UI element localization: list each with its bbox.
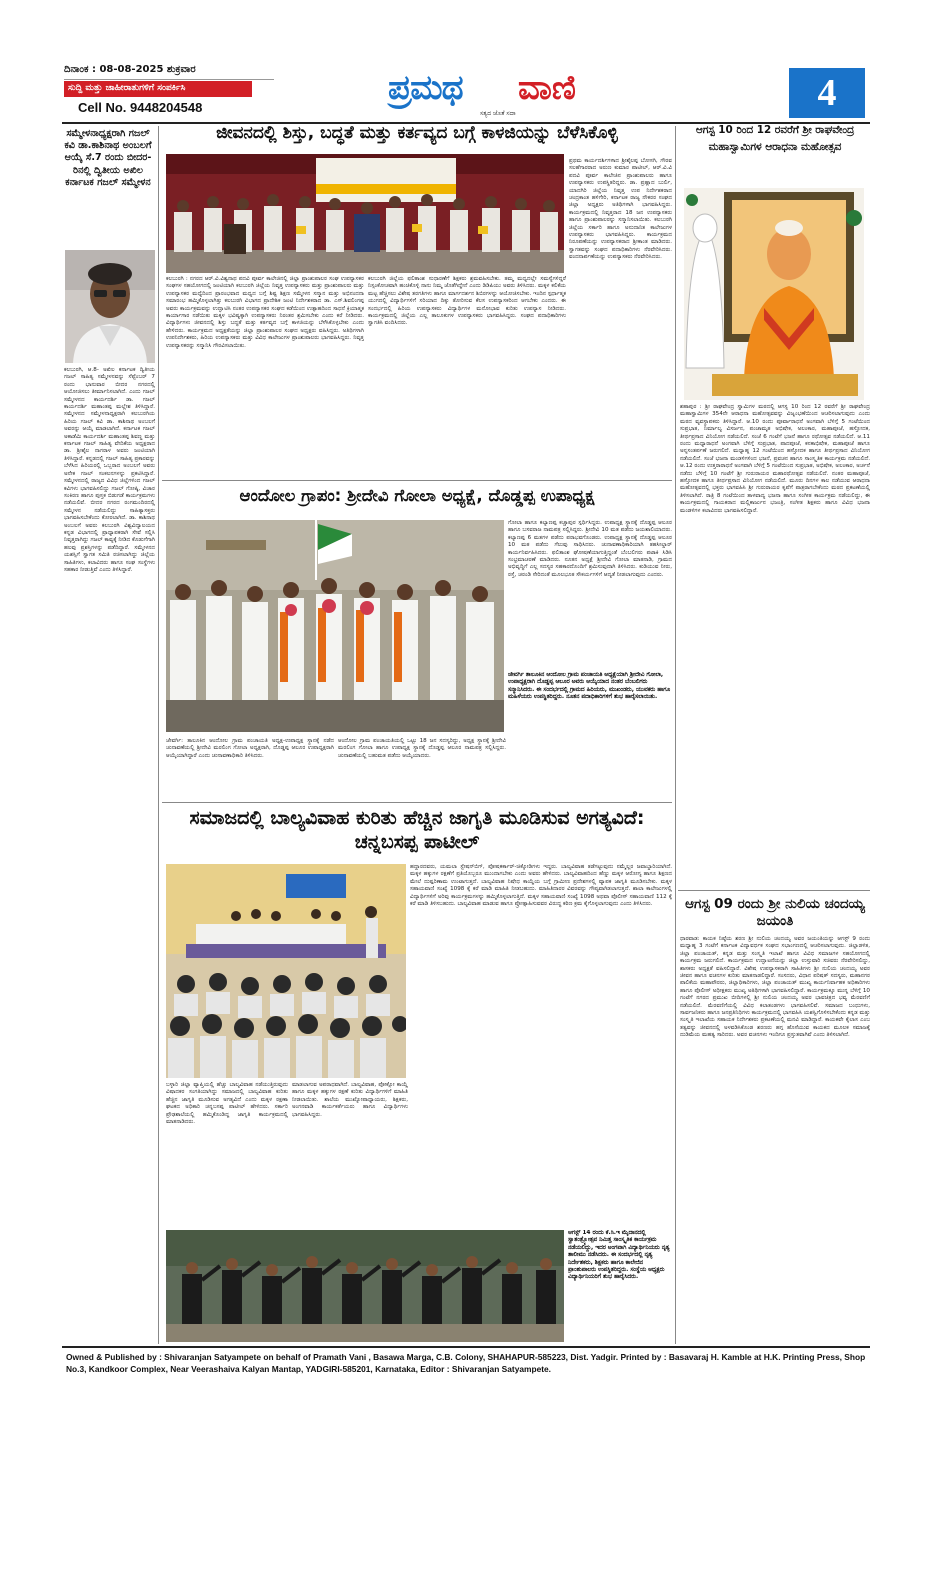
top-story-headline: ಜೀವನದಲ್ಲಿ ಶಿಸ್ತು, ಬದ್ಧತೆ ಮತ್ತು ಕರ್ತವ್ಯದ ಬಗ್ಗೆ ಕಾಳಜಿಯನ್ನು ಬೆಳೆಸಿಕೊಳ್ಳಿ <box>216 123 618 143</box>
child-marriage-photo <box>166 864 406 1078</box>
raghavendra-swamy-image <box>684 188 864 400</box>
top-story-photo <box>166 154 564 273</box>
masthead <box>62 62 870 122</box>
top-story-body-right: ಪ್ರಥಮ ಕಾರ್ಯದರ್ಶಿಗಳಾದ ಶ್ರೀಶೈಲಪ್ಪ ಬೋಸಗಿ, ಗೌರವ ಸಲಹೆಗಾರರಾದ ಅರುಣ ಕುಮಾರ ಪಾಟೀಲ್, ಆರ್.ವಿ.ವಿ ಪದವಿ ಪೂರ್ವ ಕಾಲೇಜಿನ ಪ್ರಾಂಶುಪಾಲರು ಹಾಗೂ ಉಪನ್ಯಾಸಕರು ಉಪಸ್ಥಿತರಿದ್ದರು. ಡಾ. ಪ್ರಹ್ಲಾದ ಬುರ್ಲಿ, ಯಾದಗಿರಿ ಜಿಲ್ಲೆಯ ನಿವೃತ್ತ ಉಪ ನಿರ್ದೇಶಕರಾದ ಚಂದ್ರಕಾಂತ ಹಳಿಗೇರಿ, ಕರ್ನಾಟಕ ರಾಜ್ಯ ನೌಕರರ ಸಂಘದ ಜಿಲ್ಲಾ ಅಧ್ಯಕ್ಷರು ಅತಿಥಿಗಳಾಗಿ ಭಾಗವಹಿಸಿದ್ದರು. ಕಾರ್ಯಕ್ರಮದಲ್ಲಿ ನಿವೃತ್ತರಾದ 18 ಜನ ಉಪನ್ಯಾಸಕರು ಹಾಗೂ ಪ್ರಾಂಶುಪಾಲರನ್ನು ಸನ್ಮಾನಿಸಲಾಯಿತು. ಕಲಬುರಗಿ ಜಿಲ್ಲೆಯ ಸರ್ಕಾರಿ ಹಾಗೂ ಅನುದಾನಿತ ಕಾಲೇಜುಗಳ ಉಪನ್ಯಾಸಕರು ಭಾಗವಹಿಸಿದ್ದರು. ಕಾರ್ಯಕ್ರಮದ ನಿರೂಪಣೆಯನ್ನು ಉಪನ್ಯಾಸಕರಾದ ಶ್ರೀಕಾಂತ ಮಾಡಿದರು. ಸ್ವಾಗತವನ್ನು ಸಂಘದ ಪದಾಧಿಕಾರಿಗಳು ನೆರವೇರಿಸಿದರು. ವಂದನಾರ್ಪಣೆಯನ್ನು ಉಪನ್ಯಾಸಕರು ನೆರವೇರಿಸಿದರು. <box>569 158 672 261</box>
logo-part-2: ವಾಣಿ <box>518 68 576 108</box>
child-marriage-lower-left: ಬಳ್ಳಾರಿ ಜಿಲ್ಲಾ ವ್ಯಾಪ್ತಿಯಲ್ಲಿ ಹೆಚ್ಚು ಬಾಲ್ಯವಿವಾಹ ನಡೆಯುತ್ತಿರುವುದು ವಿಷಾದಕರ ಸಂಗತಿಯಾಗಿದ್ದು ಸಮಾಜದಲ್ಲಿ ಬಾಲ್ಯವಿವಾಹ ಕುರಿತು ಹೆಚ್ಚಿನ ಜಾಗೃತಿ ಮೂಡಿಸುವ ಅಗತ್ಯವಿದೆ ಎಂದು ಮಕ್ಕಳ ರಕ್ಷಣಾ ಘಟಕದ ಅಧಿಕಾರಿ ಚನ್ನಬಸಪ್ಪ ಪಾಟೀಲ್ ಹೇಳಿದರು. ಸರ್ಕಾರಿ ಪ್ರೌಢಶಾಲೆಯಲ್ಲಿ ಹಮ್ಮಿಕೊಂಡಿದ್ದ ಜಾಗೃತಿ ಕಾರ್ಯಕ್ರಮದಲ್ಲಿ ಮಾತನಾಡಿದರು. <box>166 1082 288 1126</box>
child-marriage-rule <box>162 802 672 803</box>
logo-part-1: ಪ್ರಮಥ <box>388 68 463 108</box>
top-story-body-mid: ಕಲಬುರಗಿ ಜಿಲ್ಲೆಯ ಫಲಿತಾಂಶ ಸುಧಾರಣೆಗೆ ಶಿಕ್ಷಕರು ಶ್ರಮವಹಿಸಬೇಕು. ತಮ್ಮ ಮಧ್ಯದಲ್ಲೇ ಸಮಸ್ಯೆಗಳಿದ್ದರೆ ನಿಸ್ಸಂಕೋಚವಾಗಿ ಹಂಚಿಕೊಳ್ಳಿ ನಾನು ನಿಮ್ಮ ಜೊತೆಗಿದ್ದೇನೆ ಎಂದು ಡಿಡಿಪಿಯು ಅವರು ತಿಳಿಸಿದರು. ಮಕ್ಕಳ ಕಲಿಕೆಯ ಮಟ್ಟ ಹೆಚ್ಚಿಸಲು ವಿಶೇಷ ತರಗತಿಗಳು ಹಾಗೂ ಮಾರ್ಗದರ್ಶನ ಶಿಬಿರಗಳನ್ನು ಆಯೋಜಿಸಬೇಕು. ಇಂದಿನ ಸ್ಪರ್ಧಾತ್ಮಕ ಯುಗದಲ್ಲಿ ವಿದ್ಯಾರ್ಥಿಗಳಿಗೆ ಸರಿಯಾದ ದಿಕ್ಕು ತೋರಿಸುವ ಕೆಲಸ ಉಪನ್ಯಾಸಕರಿಂದ ಆಗಬೇಕು ಎಂದರು. ಈ ಸಂದರ್ಭದಲ್ಲಿ ಹಿರಿಯ ಉಪನ್ಯಾಸಕರು ವಿದ್ಯಾರ್ಥಿಗಳ ಮನೋಭಾವ ಕುರಿತು ಉಪನ್ಯಾಸ ನೀಡಿದರು. ಕಾರ್ಯಕ್ರಮದಲ್ಲಿ ಜಿಲ್ಲೆಯ ಎಲ್ಲ ತಾಲೂಕುಗಳ ಉಪನ್ಯಾಸಕರು ಭಾಗವಹಿಸಿದ್ದರು. ಸಂಘದ ಪದಾಧಿಕಾರಿಗಳು ಸ್ವಾಗತಿಸಿ ವಂದಿಸಿದರು. <box>368 276 566 327</box>
logo-subtitle: ಸತ್ಯದ ಜೊತೆ ಸದಾ <box>480 110 516 117</box>
left-column-rule <box>158 126 159 1344</box>
imprint-footer: Owned & Published by : Shivaranjan Satyampete on behalf of Pramath Vani , Basawa Marga, C.B. Colony, SHAHAPUR-585223, Dist. Yadgir. Printed by : Basavaraj H. Kamble at H.K. Printing Press, Shop No.3, Kandkoor Complex, Near Veerashaiva Kalyan Mantap, YADGIRI-585201, Karnataka, Editor : Shivaranjan Satyampete. <box>62 1346 870 1388</box>
newspaper-logo <box>388 64 618 118</box>
mid-story-photo <box>166 520 504 732</box>
page-number: 4 <box>789 68 865 118</box>
mid-story-caption: ಜೇವರ್ಗಿ ತಾಲೂಕಿನ ಆಂದೋಲ ಗ್ರಾಮ ಪಂಚಾಯತಿ ಅಧ್ಯಕ್ಷೆಯಾಗಿ ಶ್ರೀದೇವಿ ಗೋಲಾ, ಉಪಾಧ್ಯಕ್ಷರಾಗಿ ದೊಡ್ಡಪ್ಪ ಆಲೂರ ಅವರು ಆಯ್ಕೆಯಾದ ನಂತರ ಬೆಂಬಲಿಗರು ಸನ್ಮಾನಿಸಿದರು. ಈ ಸಂದರ್ಭದಲ್ಲಿ ಗ್ರಾಮದ ಹಿರಿಯರು, ಮುಖಂಡರು, ಯುವಕರು ಹಾಗೂ ಮಹಿಳೆಯರು ಉಪಸ್ಥಿತರಿದ್ದರು. ನೂತನ ಪದಾಧಿಕಾರಿಗಳಿಗೆ ಶುಭ ಹಾರೈಸಲಾಯಿತು. <box>508 672 671 701</box>
right-column-divider <box>678 890 870 891</box>
child-marriage-lower-mid: ಮಾಡಲಾಗುವ ಅಪರಾಧವಾಗಿದೆ. ಬಾಲ್ಯವಿವಾಹ, ಪೋಕ್ಸೋ ಕಾಯ್ದೆ ಹಾಗೂ ಮಕ್ಕಳ ಹಕ್ಕುಗಳ ರಕ್ಷಣೆ ಕುರಿತು ವಿದ್ಯಾರ್ಥಿಗಳಿಗೆ ಮಾಹಿತಿ ನೀಡಲಾಯಿತು. ಶಾಲೆಯ ಮುಖ್ಯೋಪಾಧ್ಯಾಯರು, ಶಿಕ್ಷಕರು, ಅಂಗನವಾಡಿ ಕಾರ್ಯಕರ್ತೆಯರು ಹಾಗೂ ವಿದ್ಯಾರ್ಥಿಗಳು ಭಾಗವಹಿಸಿದ್ದರು. <box>292 1082 408 1118</box>
right-top-headline: ಆಗಸ್ಟ 10 ರಿಂದ 12 ರವರೆಗೆ ಶ್ರೀ ರಾಘವೇಂದ್ರ ಮಹಾಸ್ವಾಮಿಗಳ ಆರಾಧನಾ ಮಹೋತ್ಸವ <box>695 124 855 153</box>
child-marriage-headline: ಸಮಾಜದಲ್ಲಿ ಬಾಲ್ಯವಿವಾಹ ಕುರಿತು ಹೆಚ್ಚಿನ ಜಾಗೃತಿ ಮೂಡಿಸುವ ಅಗತ್ಯವಿದೆ: ಚನ್ನಬಸಪ್ಪ ಪಾಟೀಲ್ <box>189 807 645 853</box>
left-headline: ಸಮ್ಮೇಳನಾಧ್ಯಕ್ಷರಾಗಿ ಗಜಲ್ ಕವಿ ಡಾ.ಕಾಶಿನಾಥ ಅಂಬಲಗೆ ಆಯ್ಕೆ ಸೆ.7 ರಂದು ಬೀದರ-ರಿನಲ್ಲಿ ದ್ವಿತೀಯ ಅಖಿಲ ಕರ್ನಾಟಕ ಗಜಲ್ ಸಮ್ಮೇಳನ <box>64 128 152 188</box>
dance-rehearsal-photo <box>166 1230 564 1342</box>
mid-story-headline: ಆಂದೋಲ ಗ್ರಾಪಂ: ಶ್ರೀದೇವಿ ಗೋಲಾ ಅಧ್ಯಕ್ಷೆ, ದೊಡ್ಡಪ್ಪ ಉಪಾಧ್ಯಕ್ಷ <box>239 486 595 505</box>
child-marriage-body-right: ಹದ್ದಾರದವರು, ಯಮಲಾ ಸ್ಟೇಷನ್‌ಬಿಗ್, ಪೋಷಕರ್ಕಾರ್-ಚಿಕ್ಕೋಡಿಗಳು ಇದ್ದರು. ಬಾಲ್ಯವಿವಾಹ ತಡೆಗಟ್ಟುವುದು ನಮ್ಮೆಲ್ಲರ ಜವಾಬ್ದಾರಿಯಾಗಿದೆ. ಮಕ್ಕಳ ಹಕ್ಕುಗಳ ರಕ್ಷಣೆಗೆ ಪ್ರತಿಯೊಬ್ಬರೂ ಮುಂದಾಗಬೇಕು ಎಂದು ಅವರು ಹೇಳಿದರು. ಬಾಲ್ಯವಿವಾಹದಿಂದ ಹೆಣ್ಣು ಮಕ್ಕಳ ಆರೋಗ್ಯ ಹಾಗೂ ಶಿಕ್ಷಣದ ಮೇಲೆ ದುಷ್ಪರಿಣಾಮ ಉಂಟಾಗುತ್ತದೆ. ಬಾಲ್ಯವಿವಾಹ ನಿಷೇಧ ಕಾಯ್ದೆಯ ಬಗ್ಗೆ ಗ್ರಾಮೀಣ ಪ್ರದೇಶಗಳಲ್ಲಿ ವ್ಯಾಪಕ ಜಾಗೃತಿ ಮೂಡಿಸಬೇಕು. ಮಕ್ಕಳ ಸಹಾಯವಾಣಿ ಸಂಖ್ಯೆ 1098 ಕ್ಕೆ ಕರೆ ಮಾಡಿ ಮಾಹಿತಿ ನೀಡಬಹುದು. ಮಾಹಿತಿದಾರರ ವಿವರವನ್ನು ಗೌಪ್ಯವಾಗಿಡಲಾಗುತ್ತದೆ. ಶಾಲಾ ಕಾಲೇಜುಗಳಲ್ಲಿ ವಿದ್ಯಾರ್ಥಿಗಳಿಗೆ ಅರಿವು ಕಾರ್ಯಕ್ರಮಗಳನ್ನು ಹಮ್ಮಿಕೊಳ್ಳಲಾಗುತ್ತಿದೆ. ಮಕ್ಕಳ ಸಹಾಯವಾಣಿ ಸಂಖ್ಯೆ 1098 ಅಥವಾ ಪೊಲೀಸ್ ಸಹಾಯವಾಣಿ 112 ಕ್ಕೆ ಕರೆ ಮಾಡಿ ತಿಳಿಸಬಹುದು. ಬಾಲ್ಯವಿವಾಹ ಮಾಡುವ ಹಾಗೂ ಪ್ರೋತ್ಸಾಹಿಸುವವರ ವಿರುದ್ಧ ಕಠಿಣ ಕ್ರಮ ಕೈಗೊಳ್ಳಲಾಗುವುದು ಎಂದು ತಿಳಿಸಿದರು. <box>410 864 672 908</box>
newspaper-page <box>62 62 870 1388</box>
mid-story-lower-left: ಜೇವರ್ಗಿ: ತಾಲೂಕಿನ ಆಂದೋಲ ಗ್ರಾಮ ಪಂಚಾಯತಿ ಅಧ್ಯಕ್ಷ-ಉಪಾಧ್ಯಕ್ಷ ಸ್ಥಾನಕ್ಕೆ ನಡೆದ ಚುನಾವಣೆಯಲ್ಲಿ ಶ್ರೀದೇವಿ ಮರಲಿಂಗ ಗೋಲಾ ಅಧ್ಯಕ್ಷರಾಗಿ, ದೊಡ್ಡಪ್ಪ ಆಲೂರ ಉಪಾಧ್ಯಕ್ಷರಾಗಿ ಆಯ್ಕೆಯಾಗಿದ್ದಾರೆ ಎಂದು ಚುನಾವಣಾಧಿಕಾರಿ ತಿಳಿಸಿದರು. <box>166 738 334 759</box>
contact-tagline: ಸುದ್ದಿ ಮತ್ತು ಜಾಹೀರಾತುಗಳಿಗೆ ಸಂಪರ್ಕಿಸಿ <box>64 81 252 97</box>
right-top-body: ಶಹಾಪುರ : ಶ್ರೀ ರಾಘವೇಂದ್ರ ಸ್ವಾಮಿಗಳ ಮಠದಲ್ಲಿ ಆಗಸ್ಟ 10 ರಿಂದ 12 ರವರೆಗೆ ಶ್ರೀ ರಾಘವೇಂದ್ರ ಮಹಾಸ್ವಾಮಿಗಳ 354ನೇ ಆರಾಧನಾ ಮಹೋತ್ಸವವನ್ನು ವಿಜೃಂಭಣೆಯಿಂದ ಆಚರಿಸಲಾಗುವುದು ಎಂದು ಮಠದ ವ್ಯವಸ್ಥಾಪಕರು ತಿಳಿಸಿದ್ದಾರೆ. ಆ.10 ರಂದು ಪೂರ್ವಾರಾಧನೆ ಅಂಗವಾಗಿ ಬೆಳಿಗ್ಗೆ 5 ಗಂಟೆಯಿಂದ ಸುಪ್ರಭಾತ, ನಿರ್ಮಾಲ್ಯ ವಿಸರ್ಜನ, ಪಂಚಾಮೃತ ಅಭಿಷೇಕ, ಅಲಂಕಾರ, ಮಹಾಪೂಜೆ, ಹಸ್ತೋದಕ, ತೀರ್ಥಪ್ರಸಾದ ವಿನಿಯೋಗ ನಡೆಯಲಿದೆ. ಸಂಜೆ 6 ಗಂಟೆಗೆ ಭಜನೆ ಹಾಗೂ ರಥೋತ್ಸವ ನಡೆಯಲಿದೆ. ಆ.11 ರಂದು ಮಧ್ಯಾರಾಧನೆ ಅಂಗವಾಗಿ ಬೆಳಿಗ್ಗೆ ಸುಪ್ರಭಾತ, ಪಾದಪೂಜೆ, ಕನಕಾಭಿಷೇಕ, ಮಹಾಪೂಜೆ ಹಾಗೂ ಅನ್ನಸಂತರ್ಪಣೆ ಜರುಗಲಿದೆ. ಮಧ್ಯಾಹ್ನ 12 ಗಂಟೆಯಿಂದ ಹಸ್ತೋದಕ ಹಾಗೂ ತೀರ್ಥಪ್ರಸಾದ ವಿನಿಯೋಗ ನಡೆಯಲಿದೆ. ಸಂಜೆ ಭಜನಾ ಮಂಡಳಿಗಳಿಂದ ಭಜನೆ, ಪ್ರವಚನ ಹಾಗೂ ಸಾಂಸ್ಕೃತಿಕ ಕಾರ್ಯಕ್ರಮ ನಡೆಯಲಿದೆ. ಆ.12 ರಂದು ಉತ್ತರಾರಾಧನೆ ಅಂಗವಾಗಿ ಬೆಳಿಗ್ಗೆ 5 ಗಂಟೆಯಿಂದ ಸುಪ್ರಭಾತ, ಅಭಿಷೇಕ, ಅಲಂಕಾರ, ಅರ್ಚನೆ ನಡೆದು ಬೆಳಿಗ್ಗೆ 10 ಗಂಟೆಗೆ ಶ್ರೀ ಗುರುರಾಯರ ಮಹಾರಥೋತ್ಸವ ನಡೆಯಲಿದೆ. ನಂತರ ಮಹಾಪೂಜೆ, ಹಸ್ತೋದಕ ಹಾಗೂ ತೀರ್ಥಪ್ರಸಾದ ವಿನಿಯೋಗ ನಡೆಯಲಿದೆ. ಮೂರು ದಿನಗಳ ಕಾಲ ನಡೆಯುವ ಆರಾಧನಾ ಮಹೋತ್ಸವದಲ್ಲಿ ಭಕ್ತರು ಭಾಗವಹಿಸಿ ಶ್ರೀ ಗುರುರಾಯರ ಕೃಪೆಗೆ ಪಾತ್ರರಾಗಬೇಕೆಂದು ಮಠದ ಪ್ರಕಟಣೆಯಲ್ಲಿ ತಿಳಿಸಲಾಗಿದೆ. ರಾತ್ರಿ 8 ಗಂಟೆಯಿಂದ ತಾಳವಾದ್ಯ ಭಜನಾ ಹಾಗೂ ಸಂಗೀತ ಕಾರ್ಯಕ್ರಮ ನಡೆಯಲಿದ್ದು, ಈ ಕಾರ್ಯಕ್ರಮದಲ್ಲಿ ಗಾಯಕರಾದ ಮಲ್ಲಿಕಾರ್ಜುನ ಭಜಂತ್ರಿ, ಸಂಗೀತ ಶಿಕ್ಷಕರು ಹಾಗೂ ವಿವಿಧ ಭಜನಾ ಮಂಡಳಿಗಳ ಕಲಾವಿದರು ಭಾಗವಹಿಸಲಿದ್ದಾರೆ. <box>680 404 870 514</box>
mid-story-rule <box>162 480 672 481</box>
mid-story-body-right: ಗೋಲಾ ಹಾಗೂ ಕಲ್ಯಾಣಪ್ಪ ಕಚ್ಚಾಪುರ ಸ್ಪರ್ಧಿಸಿದ್ದರು. ಉಪಾಧ್ಯಕ್ಷ ಸ್ಥಾನಕ್ಕೆ ದೊಡ್ಡಪ್ಪ ಆಲೂರ ಹಾಗೂ ಬಸವರಾಜ ನಾಮಪತ್ರ ಸಲ್ಲಿಸಿದ್ದರು. ಶ್ರೀದೇವಿ 10 ಮತ ಪಡೆದು ಜಯಶಾಲಿಯಾದರು. ಕಲ್ಯಾಣಪ್ಪ 6 ಮತಗಳ ಪಡೆದು ಪರಾಭವಗೊಂಡರು. ಉಪಾಧ್ಯಕ್ಷ ಸ್ಥಾನಕ್ಕೆ ದೊಡ್ಡಪ್ಪ ಆಲೂರ 10 ಮತ ಪಡೆದು ಗೆಲುವು ಸಾಧಿಸಿದರು. ಚುನಾವಣಾಧಿಕಾರಿಯಾಗಿ ತಹಸೀಲ್ದಾರ್ ಕಾರ್ಯನಿರ್ವಹಿಸಿದರು. ಫಲಿತಾಂಶ ಘೋಷಣೆಯಾಗುತ್ತಿದ್ದಂತೆ ಬೆಂಬಲಿಗರು ಪಟಾಕಿ ಸಿಡಿಸಿ ಸಂಭ್ರಮಾಚರಣೆ ಮಾಡಿದರು. ನೂತನ ಅಧ್ಯಕ್ಷೆ ಶ್ರೀದೇವಿ ಗೋಲಾ ಮಾತನಾಡಿ, ಗ್ರಾಮದ ಅಭಿವೃದ್ಧಿಗೆ ಎಲ್ಲ ಸದಸ್ಯರ ಸಹಕಾರದೊಂದಿಗೆ ಶ್ರಮಿಸುವುದಾಗಿ ತಿಳಿಸಿದರು. ಕುಡಿಯುವ ನೀರು, ರಸ್ತೆ, ಚರಂಡಿ ಸೇರಿದಂತೆ ಮೂಲಭೂತ ಸೌಕರ್ಯಗಳಿಗೆ ಆದ್ಯತೆ ನೀಡಲಾಗುವುದು ಎಂದರು. <box>508 520 672 578</box>
right-bottom-headline: ಆಗಸ್ಟ 09 ರಂದು ಶ್ರೀ ನುಲಿಯ ಚಂದಯ್ಯ ಜಯಂತಿ <box>685 896 865 929</box>
top-story-body: ಕಲಬುರಗಿ : ನಗರದ ಆರ್.ವಿ.ವಿಶ್ವನಾಥ ಪದವಿ ಪೂರ್ವ ಕಾಲೇಜಿನಲ್ಲಿ ಜಿಲ್ಲಾ ಪ್ರಾಂಶುಪಾಲರ ಸಂಘ ಉಪನ್ಯಾಸಕರ ಸಂಘಗಳ ಸಹಯೋಗದಲ್ಲಿ ಜಂಟಿಯಾಗಿ ಕಲಬುರಗಿ ಜಿಲ್ಲೆಯ ನಿವೃತ್ತ ಉಪನ್ಯಾಸಕರು ಮತ್ತು ಪ್ರಾಂಶುಪಾಲರು ಮತ್ತು ಉಪನ್ಯಾಸಕರ ಮಧ್ಯೆದಿಂದ ಪ್ರಾರಂಭವಾದ ಮಧ್ಯದ ಬಗ್ಗೆ ಶಿಷ್ಟ ಶಿಕ್ಷಣ ಸಮ್ಮೇಳನ ಸನ್ಮಾನ ಮತ್ತು ಅಭಿನಂದನಾ ಸಮಾರಂಭ ಹಮ್ಮಿಕೊಳ್ಳಲಾಗಿತ್ತು ಕಲಬುರಗಿ ವಿಭಾಗದ ಪ್ರಾದೇಶಿಕ ಜಂಟಿ ನಿರ್ದೇಶಕರಾದ ಡಾ. ಎಸ್.ಶಿವಲಿಂಗಪ್ಪ ಅವರು ಕಾರ್ಯಕ್ರಮವನ್ನು ಉದ್ಘಾಟಿಸಿ ನಂತರ ಉಪನ್ಯಾಸಕರ ಸಂಘದ ಕಡೆಯಿಂದ ಉತ್ಸಾಹದಿಂದ ಸಾಧನೆ ಕ್ರಿಯಾತ್ಮಕ ಕಾರ್ಯಾಗಾರ ನಡೆಯಿತು ಮಕ್ಕಳ ಭವಿಷ್ಯಕ್ಕಾಗಿ ಉಪನ್ಯಾಸಕರು ನಿರಂತರ ಶ್ರಮಿಸಬೇಕು ಎಂದು ಕರೆ ನೀಡಿದರು. ವಿದ್ಯಾರ್ಥಿಗಳು ಜೀವನದಲ್ಲಿ ಶಿಸ್ತು ಬದ್ಧತೆ ಮತ್ತು ಕರ್ತವ್ಯದ ಬಗ್ಗೆ ಕಾಳಜಿಯನ್ನು ಬೆಳೆಸಿಕೊಳ್ಳಬೇಕು ಎಂದು ಹೇಳಿದರು. ಕಾರ್ಯಕ್ರಮದ ಅಧ್ಯಕ್ಷತೆಯನ್ನು ಜಿಲ್ಲಾ ಪ್ರಾಂಶುಪಾಲರ ಸಂಘದ ಅಧ್ಯಕ್ಷರು ವಹಿಸಿದ್ದರು. ಅತಿಥಿಗಳಾಗಿ ಉಪನಿರ್ದೇಶಕರು, ಹಿರಿಯ ಉಪನ್ಯಾಸಕರು ಮತ್ತು ವಿವಿಧ ಕಾಲೇಜುಗಳ ಪ್ರಾಂಶುಪಾಲರು ಭಾಗವಹಿಸಿದ್ದರು. ನಿವೃತ್ತ ಉಪನ್ಯಾಸಕರನ್ನು ಸನ್ಮಾನಿಸಿ ಗೌರವಿಸಲಾಯಿತು. <box>166 276 364 349</box>
left-article-body: ಕಲಬುರಗಿ, ಆ.8- ಅಖಿಲ ಕರ್ನಾಟಕ ದ್ವಿತೀಯ ಗಜಲ್ ಸಾಹಿತ್ಯ ಸಮ್ಮೇಳನವನ್ನು ಸೆಪ್ಟೆಂಬರ್ 7 ರಂದು ಭಾನುವಾರ ಬೀದರ ನಗರದಲ್ಲಿ ಆಯೋಜಿಸಲು ತೀರ್ಮಾನಿಸಲಾಗಿದೆ. ಎಂದು ಗಜಲ್ ಸಮ್ಮೇಳನದ ಕಾರ್ಯದರ್ಶಿ ಡಾ. ಗಜಲ್ ಕಾರ್ಯದರ್ಶಿ ಮಹಾಂತಪ್ಪ ಮಲ್ಲೇಶ ತಿಳಿಸಿದ್ದಾರೆ. ಸಮ್ಮೇಳನದ ಸಮ್ಮೇಳನಾಧ್ಯಕ್ಷರಾಗಿ ಕಲಬುರಗಿಯ ಹಿರಿಯ ಗಜಲ್ ಕವಿ ಡಾ. ಕಾಶಿನಾಥ ಅಂಬಲಗೆ ಅವರನ್ನು ಆಯ್ಕೆ ಮಾಡಲಾಗಿದೆ. ಕರ್ನಾಟಕ ಗಜಲ್ ಅಕಾಡೆಮಿ ಕಾರ್ಯದರ್ಶಿ ಮಹಾಂತಪ್ಪ ಶಿವಣ್ಣ ಮತ್ತು ಕರ್ನಾಟಕ ಗಜಲ್ ಸಾಹಿತ್ಯ ವೇದಿಕೆಯ ಅಧ್ಯಕ್ಷರಾದ ಡಾ. ಶ್ರೀಶೈಲ ನಾಗರಾಳ ಅವರು ಜಂಟಿಯಾಗಿ ತಿಳಿಸಿದ್ದಾರೆ. ಕನ್ನಡದಲ್ಲಿ ಗಜಲ್ ಸಾಹಿತ್ಯ ಪ್ರಕಾರವನ್ನು ಬೆಳೆಸಿದ ಹಿರಿಯರಲ್ಲಿ ಒಬ್ಬರಾದ ಅಂಬಲಗೆ ಅವರು ಅನೇಕ ಗಜಲ್ ಸಂಕಲನಗಳನ್ನು ಪ್ರಕಟಿಸಿದ್ದಾರೆ. ಸಮ್ಮೇಳನದಲ್ಲಿ ರಾಜ್ಯದ ವಿವಿಧ ಜಿಲ್ಲೆಗಳಿಂದ ಗಜಲ್ ಕವಿಗಳು ಭಾಗವಹಿಸಲಿದ್ದು ಗಜಲ್ ಗೋಷ್ಠಿ, ವಿಚಾರ ಸಂಕಿರಣ ಹಾಗೂ ಪುಸ್ತಕ ಬಿಡುಗಡೆ ಕಾರ್ಯಕ್ರಮಗಳು ನಡೆಯಲಿವೆ. ಬೀದರ ನಗರದ ರಂಗಮಂದಿರದಲ್ಲಿ ಸಮ್ಮೇಳನ ನಡೆಯಲಿದ್ದು ಸಾಹಿತ್ಯಾಸಕ್ತರು ಭಾಗವಹಿಸಬೇಕೆಂದು ಕೋರಲಾಗಿದೆ. ಡಾ. ಕಾಶಿನಾಥ ಅಂಬಲಗೆ ಅವರು ಕಲಬುರಗಿ ವಿಶ್ವವಿದ್ಯಾಲಯದ ಕನ್ನಡ ವಿಭಾಗದಲ್ಲಿ ಪ್ರಾಧ್ಯಾಪಕರಾಗಿ ಸೇವೆ ಸಲ್ಲಿಸಿ ನಿವೃತ್ತರಾಗಿದ್ದು ಗಜಲ್ ಕಾವ್ಯಕ್ಕೆ ನೀಡಿದ ಕೊಡುಗೆಗಾಗಿ ಹಲವು ಪ್ರಶಸ್ತಿಗಳನ್ನು ಪಡೆದಿದ್ದಾರೆ. ಸಮ್ಮೇಳನದ ಯಶಸ್ಸಿಗೆ ಸ್ವಾಗತ ಸಮಿತಿ ರಚಿಸಲಾಗಿದ್ದು ಜಿಲ್ಲೆಯ ಸಾಹಿತಿಗಳು, ಕಲಾವಿದರು ಹಾಗೂ ಸಂಘ ಸಂಸ್ಥೆಗಳು ಸಹಕಾರ ನೀಡುತ್ತಿವೆ ಎಂದು ತಿಳಿಸಿದ್ದಾರೆ. <box>64 367 155 573</box>
mid-story-lower-mid: ಆಂದೋಲ ಗ್ರಾಮ ಪಂಚಾಯತಿಯಲ್ಲಿ ಒಟ್ಟು 18 ಜನ ಸದಸ್ಯರಿದ್ದು, ಅಧ್ಯಕ್ಷ ಸ್ಥಾನಕ್ಕೆ ಶ್ರೀದೇವಿ ಮರಲಿಂಗ ಗೋಲಾ ಹಾಗೂ ಉಪಾಧ್ಯಕ್ಷ ಸ್ಥಾನಕ್ಕೆ ದೊಡ್ಡಪ್ಪ ಆಲೂರ ನಾಮಪತ್ರ ಸಲ್ಲಿಸಿದ್ದರು. ಚುನಾವಣೆಯಲ್ಲಿ ಬಹುಮತ ಪಡೆದು ಆಯ್ಕೆಯಾದರು. <box>338 738 506 759</box>
cell-number: Cell No. 9448204548 <box>78 100 203 115</box>
issue-date: ದಿನಾಂಕ : 08-08-2025 ಶುಕ್ರವಾರ <box>64 64 274 80</box>
right-bottom-body: ಧಾರವಾಡ: ಕಾಯಕ ನಿಷ್ಠೆಯ ಶರಣ ಶ್ರೀ ನುಲಿಯ ಚಂದಯ್ಯ ಅವರ ಜಯಂತಿಯನ್ನು ಆಗಸ್ಟ್ 9 ರಂದು ಮಧ್ಯಾಹ್ನ 3 ಗಂಟೆಗೆ ಕರ್ನಾಟಕ ವಿದ್ಯಾವರ್ಧಕ ಸಂಘದ ಸಭಾಂಗಣದಲ್ಲಿ ಆಚರಿಸಲಾಗುವುದು. ಜಿಲ್ಲಾಡಳಿತ, ಜಿಲ್ಲಾ ಪಂಚಾಯತ್, ಕನ್ನಡ ಮತ್ತು ಸಂಸ್ಕೃತಿ ಇಲಾಖೆ ಹಾಗೂ ವಿವಿಧ ಸಮಾಜಗಳ ಸಹಯೋಗದಲ್ಲಿ ಕಾರ್ಯಕ್ರಮ ಜರುಗಲಿದೆ. ಕಾರ್ಯಕ್ರಮದ ಉದ್ಘಾಟನೆಯನ್ನು ಜಿಲ್ಲಾ ಉಸ್ತುವಾರಿ ಸಚಿವರು ನೆರವೇರಿಸಲಿದ್ದು, ಶಾಸಕರು ಅಧ್ಯಕ್ಷತೆ ವಹಿಸಲಿದ್ದಾರೆ. ವಿಶೇಷ ಉಪನ್ಯಾಸಕರಾಗಿ ಸಾಹಿತಿಗಳು ಶ್ರೀ ನುಲಿಯ ಚಂದಯ್ಯ ಅವರ ಜೀವನ ಹಾಗೂ ವಚನಗಳ ಕುರಿತು ಮಾತನಾಡಲಿದ್ದಾರೆ. ಸಂಸದರು, ವಿಧಾನ ಪರಿಷತ್ ಸದಸ್ಯರು, ಮಹಾನಗರ ಪಾಲಿಕೆಯ ಮಹಾಪೌರರು, ಜಿಲ್ಲಾಧಿಕಾರಿಗಳು, ಜಿಲ್ಲಾ ಪಂಚಾಯತ್ ಮುಖ್ಯ ಕಾರ್ಯನಿರ್ವಾಹಕ ಅಧಿಕಾರಿಗಳು ಹಾಗೂ ಪೊಲೀಸ್ ಅಧೀಕ್ಷಕರು ಮುಖ್ಯ ಅತಿಥಿಗಳಾಗಿ ಭಾಗವಹಿಸಲಿದ್ದಾರೆ. ಕಾರ್ಯಕ್ರಮಕ್ಕೂ ಮುನ್ನ ಬೆಳಿಗ್ಗೆ 10 ಗಂಟೆಗೆ ನಗರದ ಪ್ರಮುಖ ಬೀದಿಗಳಲ್ಲಿ ಶ್ರೀ ನುಲಿಯ ಚಂದಯ್ಯ ಅವರ ಭಾವಚಿತ್ರದ ಭವ್ಯ ಮೆರವಣಿಗೆ ನಡೆಯಲಿದೆ. ಮೆರವಣಿಗೆಯಲ್ಲಿ ವಿವಿಧ ಕಲಾತಂಡಗಳು ಭಾಗವಹಿಸಲಿವೆ. ಸಮಾಜದ ಬಂಧುಗಳು, ಸಾರ್ವಜನಿಕರು ಹಾಗೂ ಜನಪ್ರತಿನಿಧಿಗಳು ಕಾರ್ಯಕ್ರಮದಲ್ಲಿ ಭಾಗವಹಿಸಿ ಯಶಸ್ವಿಗೊಳಿಸಬೇಕೆಂದು ಕನ್ನಡ ಮತ್ತು ಸಂಸ್ಕೃತಿ ಇಲಾಖೆಯ ಸಹಾಯಕ ನಿರ್ದೇಶಕರು ಪ್ರಕಟಣೆಯಲ್ಲಿ ಮನವಿ ಮಾಡಿದ್ದಾರೆ. ಕಾಯಕವೇ ಕೈಲಾಸ ಎಂಬ ತತ್ವವನ್ನು ಜೀವನದಲ್ಲಿ ಅಳವಡಿಸಿಕೊಂಡ ಶರಣರು ಹಗ್ಗ ಹೊಸೆಯುವ ಕಾಯಕದ ಮೂಲಕ ಸಮಾಜಕ್ಕೆ ದುಡಿಮೆಯ ಮಹತ್ವ ಸಾರಿದರು. ಅವರ ವಚನಗಳು ಇಂದಿಗೂ ಪ್ರಸ್ತುತವಾಗಿವೆ ಎಂದು ತಿಳಿಸಲಾಗಿದೆ. <box>680 936 870 1039</box>
portrait-photo <box>65 250 155 363</box>
right-column-rule <box>675 126 676 1344</box>
dance-story-caption: ಆಗಸ್ಟ್ 14 ರಂದು ಕೆ.ಸಿ.ಇ ಮೈದಾನದಲ್ಲಿ ಸ್ವಾತಂತ್ರ್ಯೋತ್ಸವ ನಿಮಿತ್ತ ಸಾಂಸ್ಕೃತಿಕ ಕಾರ್ಯಕ್ರಮ ನಡೆಯಲಿದ್ದು, ಇದರ ಅಂಗವಾಗಿ ವಿದ್ಯಾರ್ಥಿನಿಯರು ನೃತ್ಯ ತಾಲೀಮು ನಡೆಸಿದರು. ಈ ಸಂದರ್ಭದಲ್ಲಿ ನೃತ್ಯ ನಿರ್ದೇಶಕರು, ಶಿಕ್ಷಕರು ಹಾಗೂ ಕಾಲೇಜಿನ ಪ್ರಾಂಶುಪಾಲರು ಉಪಸ್ಥಿತರಿದ್ದರು. ಸಂಸ್ಥೆಯ ಅಧ್ಯಕ್ಷರು ವಿದ್ಯಾರ್ಥಿನಿಯರಿಗೆ ಶುಭ ಹಾರೈಸಿದರು. <box>568 1230 670 1281</box>
